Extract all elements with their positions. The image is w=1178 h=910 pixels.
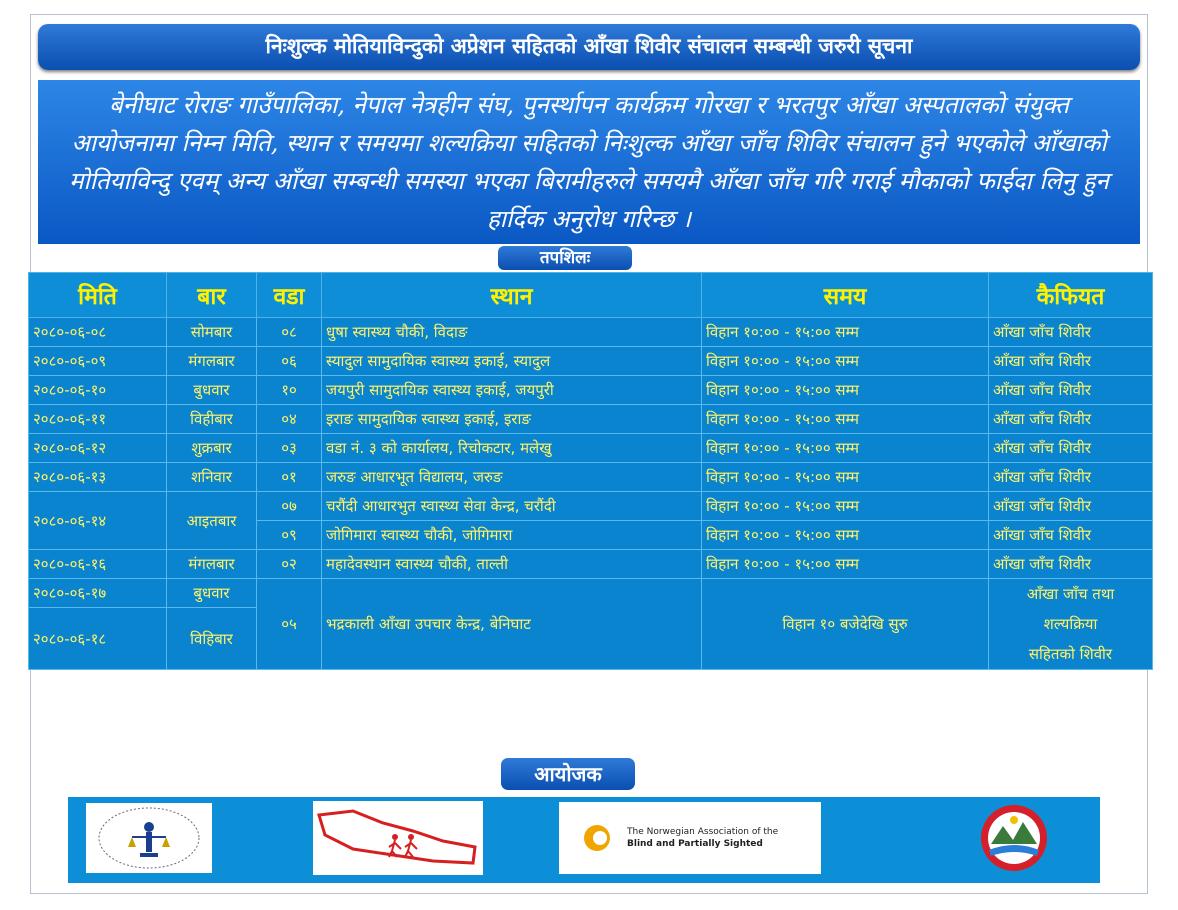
cell-day: आइतबार [167, 492, 257, 550]
table-row [29, 463, 1153, 492]
cell-ward: १० [257, 376, 322, 405]
cell-day: विहीबार [167, 405, 257, 434]
cell-day: बुधवार [167, 376, 257, 405]
cell-remark: आँखा जाँच शिवीर [989, 463, 1153, 492]
cell-remark: आँखा जाँच शिवीर [989, 521, 1153, 550]
cell-remark [989, 579, 1153, 670]
table-row [29, 434, 1153, 463]
cell-remark: आँखा जाँच शिवीर [989, 492, 1153, 521]
cell-place: भद्रकाली आँखा उपचार केन्द्र, बेनिघाट [322, 579, 702, 670]
table-row [29, 405, 1153, 434]
cell-date: २०८०-०६-१३ [29, 463, 167, 492]
cell-time: विहान १०:०० - १५:०० सम्म [702, 405, 989, 434]
cell-time: विहान १०:०० - १५:०० सम्म [702, 376, 989, 405]
table-row [29, 376, 1153, 405]
cell-time: विहान १० बजेदेखि सुरु [702, 579, 989, 670]
cell-place: स्यादुल सामुदायिक स्वास्थ्य इकाई, स्यादुल [322, 347, 702, 376]
notice-body: बेनीघाट रोराङ गाउँपालिका, नेपाल नेत्रहीन संघ, पुनर्स्थापन कार्यक्रम गोरखा र भरतपुर आँखा अस्पतालको संयुक्त आयोजनामा निम्न मिति, स्थान र समयमा शल्यक्रिया सहितको निःशुल्क आँखा जाँच शिविर संचालन हुने भएकोले आँखाको मोतियाविन्दु एवम् अन्य आँखा सम्बन्धी समस्या भएका बिरामीहरुले समयमै आँखा जाँच गरि गराई मौकाको फाईदा लिनु हुन हार्दिक अनुरोध गरिन्छ । [38, 80, 1140, 244]
remark-line: शल्यक्रिया [1043, 615, 1098, 633]
municipality-seal-logo [973, 800, 1055, 876]
table-row [29, 579, 1153, 608]
organizer-label: आयोजक [501, 758, 635, 790]
cell-place: वडा नं. ३ को कार्यालय, रिचोकटार, मलेखु [322, 434, 702, 463]
norwegian-association-emblem-icon [559, 802, 821, 874]
cell-date: २०८०-०६-१२ [29, 434, 167, 463]
blind-association-logo [86, 803, 212, 873]
cell-time: विहान १०:०० - १५:०० सम्म [702, 347, 989, 376]
cell-ward: ०६ [257, 347, 322, 376]
notice-title: निःशुल्क मोतियाविन्दुको अप्रेशन सहितको आँखा शिवीर संचालन सम्बन्धी जरुरी सूचना [38, 24, 1140, 70]
cell-ward: ०५ [257, 579, 322, 670]
cell-date: २०८०-०६-११ [29, 405, 167, 434]
table-row [29, 550, 1153, 579]
cell-time: विहान १०:०० - १५:०० सम्म [702, 463, 989, 492]
blind-association-emblem-icon [86, 803, 212, 873]
cell-date: २०८०-०६-१७ [29, 579, 167, 608]
remark-line: सहितको शिवीर [1028, 645, 1113, 663]
header-date: मिति [29, 273, 167, 318]
cell-place: चरौंदी आधारभुत स्वास्थ्य सेवा केन्द्र, चरौंदी [322, 492, 702, 521]
cell-day: बुधवार [167, 579, 257, 608]
cell-place: महादेवस्थान स्वास्थ्य चौकी, ताल्ती [322, 550, 702, 579]
table-header-row [29, 273, 1153, 318]
cell-day: शुक्रबार [167, 434, 257, 463]
cell-day: सोमबार [167, 318, 257, 347]
cell-time: विहान १०:०० - १५:०० सम्म [702, 318, 989, 347]
cell-time: विहान १०:०० - १५:०० सम्म [702, 550, 989, 579]
norwegian-association-logo [559, 802, 821, 874]
cell-date: २०८०-०६-१८ [29, 608, 167, 670]
cell-ward: ०१ [257, 463, 322, 492]
nepal-map-icon [313, 801, 483, 875]
cell-ward: ०८ [257, 318, 322, 347]
table-row [29, 492, 1153, 521]
cell-ward: ०४ [257, 405, 322, 434]
cell-ward: ०९ [257, 521, 322, 550]
nepal-map-logo [313, 801, 483, 875]
cell-date: २०८०-०६-१६ [29, 550, 167, 579]
cell-remark: आँखा जाँच शिवीर [989, 318, 1153, 347]
cell-time: विहान १०:०० - १५:०० सम्म [702, 434, 989, 463]
municipality-seal-icon [973, 800, 1055, 876]
cell-time: विहान १०:०० - १५:०० सम्म [702, 492, 989, 521]
cell-remark: आँखा जाँच शिवीर [989, 550, 1153, 579]
cell-day: मंगलबार [167, 347, 257, 376]
cell-place: धुषा स्वास्थ्य चौकी, विदाङ [322, 318, 702, 347]
cell-remark: आँखा जाँच शिवीर [989, 405, 1153, 434]
cell-day: शनिवार [167, 463, 257, 492]
cell-remark: आँखा जाँच शिवीर [989, 376, 1153, 405]
schedule-table [28, 272, 1153, 670]
cell-ward: ०३ [257, 434, 322, 463]
details-label: तपशिलः [498, 246, 632, 270]
cell-place: इराङ सामुदायिक स्वास्थ्य इकाई, इराङ [322, 405, 702, 434]
norwegian-text-line2: Blind and Partially Sighted [627, 839, 763, 849]
cell-remark: आँखा जाँच शिवीर [989, 347, 1153, 376]
header-remark: कैफियत [989, 273, 1153, 318]
cell-ward: ०२ [257, 550, 322, 579]
cell-day: मंगलबार [167, 550, 257, 579]
cell-place: जोगिमारा स्वास्थ्य चौकी, जोगिमारा [322, 521, 702, 550]
table-row [29, 318, 1153, 347]
cell-place: जयपुरी सामुदायिक स्वास्थ्य इकाई, जयपुरी [322, 376, 702, 405]
cell-date: २०८०-०६-०८ [29, 318, 167, 347]
cell-date: २०८०-०६-१० [29, 376, 167, 405]
header-time: समय [702, 273, 989, 318]
header-day: बार [167, 273, 257, 318]
cell-remark: आँखा जाँच शिवीर [989, 434, 1153, 463]
norwegian-text-line1: The Norwegian Association of the [627, 827, 779, 837]
cell-date: २०८०-०६-१४ [29, 492, 167, 550]
table-row [29, 347, 1153, 376]
header-place: स्थान [322, 273, 702, 318]
remark-line: आँखा जाँच तथा [1026, 585, 1115, 603]
cell-ward: ०७ [257, 492, 322, 521]
header-ward: वडा [257, 273, 322, 318]
cell-date: २०८०-०६-०९ [29, 347, 167, 376]
cell-time: विहान १०:०० - १५:०० सम्म [702, 521, 989, 550]
cell-place: जरुङ आधारभूत विद्यालय, जरुङ [322, 463, 702, 492]
cell-day: विहिबार [167, 608, 257, 670]
